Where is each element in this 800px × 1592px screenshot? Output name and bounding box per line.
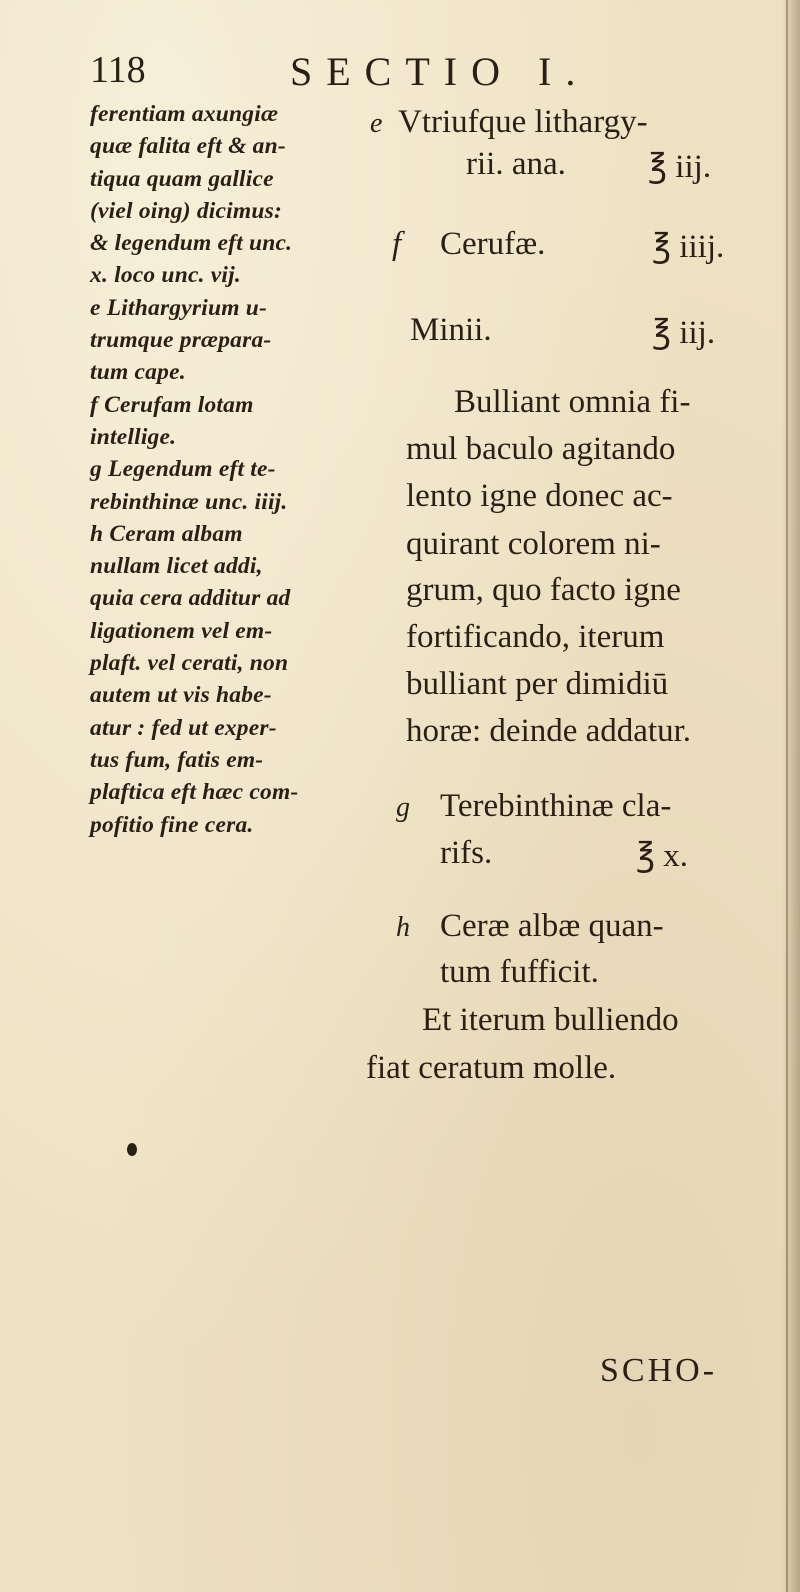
text-line: Bulliant omnia fi-	[454, 384, 691, 420]
note-line: quia cera additur ad	[90, 585, 291, 612]
page-edge-shadow	[782, 0, 800, 1592]
note-line: tiqua quam gallice	[90, 165, 274, 192]
note-line: plaft. vel cerati, non	[90, 650, 289, 677]
recipe-text: Terebinthinæ cla-	[440, 788, 672, 824]
note-line: nullam licet addi,	[90, 553, 263, 580]
text-line: fortificando, iterum	[406, 619, 665, 655]
page-header	[90, 48, 650, 98]
text-line: mul baculo agitando	[406, 431, 676, 467]
note-marker: g	[396, 792, 410, 823]
quantity: ℥ x.	[636, 838, 689, 874]
ink-dot	[127, 1143, 137, 1156]
recipe-text: rifs.	[440, 835, 493, 871]
recipe-line	[440, 954, 599, 991]
note-line: autem ut vis habe-	[90, 682, 272, 709]
note-line: quæ falita eft & an-	[90, 133, 286, 160]
note-line: f Cerufam lotam	[90, 391, 254, 418]
recipe-line	[392, 226, 725, 265]
page-edge-line	[786, 0, 788, 1592]
note-line: plaftica eft hæc com-	[90, 779, 299, 806]
recipe-line	[466, 146, 712, 185]
recipe-text: Cerufæ.	[440, 226, 546, 262]
text-line: bulliant per dimidiū	[406, 666, 669, 702]
note-line: & legendum eft unc.	[90, 230, 293, 257]
recipe-text: rii. ana.	[466, 146, 566, 182]
note-line: h Ceram albam	[90, 520, 243, 547]
recipe-line	[440, 835, 689, 874]
recipe-text: Minii.	[410, 312, 492, 348]
quantity: ℥ iij.	[652, 315, 716, 351]
note-line: rebinthinæ unc. iiij.	[90, 488, 288, 515]
text-line: grum, quo facto igne	[406, 572, 681, 608]
quantity: ℥ iiij.	[652, 229, 725, 265]
note-line: atur : fed ut exper-	[90, 714, 277, 741]
recipe-text: tum fufficit.	[440, 954, 599, 990]
recipe-line	[396, 908, 664, 945]
note-marker: f	[392, 226, 402, 262]
note-line: g Legendum eft te-	[90, 456, 276, 483]
recipe-text: Ceræ albæ quan-	[440, 908, 664, 944]
note-line: x. loco unc. vij.	[90, 262, 241, 289]
running-head: SECTIO I.	[290, 49, 590, 94]
page-number: 118	[90, 49, 146, 91]
note-line: tum cape.	[90, 359, 186, 386]
catchword: SCHO-	[600, 1352, 718, 1389]
note-line: ferentiam axungiæ	[90, 101, 279, 127]
text-line: Et iterum bulliendo	[422, 1002, 679, 1038]
recipe-text: Vtriufque lithargy-	[398, 104, 648, 140]
note-line: intellige.	[90, 423, 177, 450]
quantity: ℥ iij.	[648, 149, 712, 185]
recipe-line	[370, 104, 648, 141]
note-line: pofitio fine cera.	[90, 811, 254, 838]
note-line: ligationem vel em-	[90, 617, 273, 644]
marginal-notes	[90, 98, 390, 841]
note-marker: e	[370, 108, 383, 139]
note-line: tus fum, fatis em-	[90, 746, 264, 773]
text-line: horæ: deinde addatur.	[406, 713, 692, 749]
text-line: lento igne donec ac-	[406, 478, 673, 514]
note-line: (viel oing) dicimus:	[90, 197, 282, 224]
recipe-line	[396, 788, 671, 825]
note-marker: h	[396, 912, 410, 943]
note-line: e Lithargyrium u-	[90, 294, 268, 321]
note-line: trumque præpara-	[90, 327, 272, 354]
text-line: quirant colorem ni-	[406, 526, 661, 562]
text-line: fiat ceratum molle.	[366, 1050, 617, 1086]
recipe-line	[410, 312, 716, 351]
